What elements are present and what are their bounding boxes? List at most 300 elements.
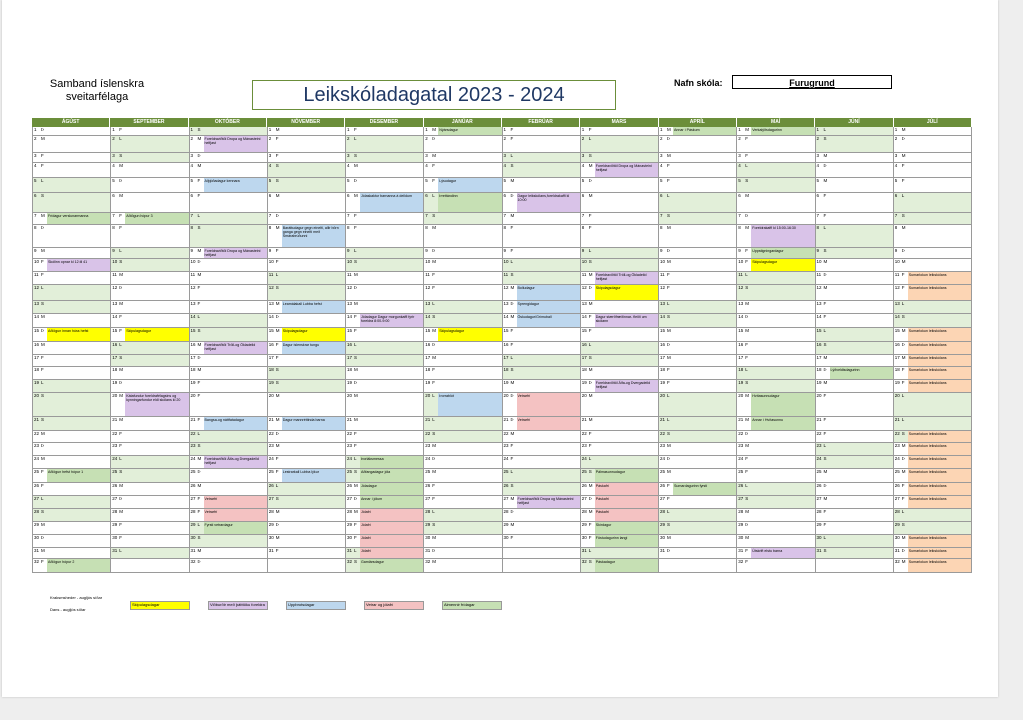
day-cell[interactable]: [737, 163, 815, 177]
day-cell[interactable]: [111, 431, 189, 442]
day-cell[interactable]: [503, 380, 581, 392]
day-cell[interactable]: [894, 328, 972, 341]
day-cell[interactable]: [503, 272, 581, 284]
day-cell[interactable]: [346, 272, 424, 284]
day-cell[interactable]: [816, 285, 894, 300]
day-cell[interactable]: [268, 342, 346, 354]
day-cell[interactable]: [659, 393, 737, 416]
day-cell[interactable]: [268, 314, 346, 327]
day-cell[interactable]: [816, 469, 894, 482]
day-cell[interactable]: [424, 342, 502, 354]
day-cell[interactable]: [503, 127, 581, 135]
day-cell[interactable]: [581, 456, 659, 468]
day-cell[interactable]: [737, 417, 815, 430]
day-cell[interactable]: [424, 483, 502, 495]
day-cell[interactable]: [581, 285, 659, 300]
day-cell[interactable]: [659, 285, 737, 300]
day-cell[interactable]: [190, 380, 268, 392]
day-cell[interactable]: [32, 367, 111, 379]
day-cell[interactable]: [346, 136, 424, 152]
day-cell[interactable]: [659, 163, 737, 177]
day-cell[interactable]: [190, 559, 268, 572]
day-cell[interactable]: [346, 285, 424, 300]
day-cell[interactable]: [816, 355, 894, 366]
day-cell[interactable]: [268, 248, 346, 258]
day-cell[interactable]: [32, 225, 111, 247]
day-cell[interactable]: [346, 559, 424, 572]
day-cell[interactable]: [190, 328, 268, 341]
day-cell[interactable]: [737, 178, 815, 192]
day-cell[interactable]: [659, 153, 737, 162]
day-cell[interactable]: [190, 367, 268, 379]
day-cell[interactable]: [268, 225, 346, 247]
day-cell[interactable]: [268, 456, 346, 468]
day-cell[interactable]: [111, 496, 189, 508]
day-cell[interactable]: [346, 367, 424, 379]
day-cell[interactable]: [816, 328, 894, 341]
day-cell[interactable]: [424, 248, 502, 258]
day-cell[interactable]: [503, 456, 581, 468]
day-cell[interactable]: [190, 193, 268, 212]
day-cell[interactable]: [737, 456, 815, 468]
day-cell[interactable]: [32, 163, 111, 177]
day-cell[interactable]: [190, 127, 268, 135]
day-cell[interactable]: [659, 417, 737, 430]
day-cell[interactable]: [816, 559, 894, 572]
day-cell[interactable]: [659, 127, 737, 135]
day-cell[interactable]: [111, 213, 189, 224]
day-cell[interactable]: [32, 496, 111, 508]
day-cell[interactable]: [816, 535, 894, 547]
day-cell[interactable]: [894, 314, 972, 327]
day-cell[interactable]: [190, 272, 268, 284]
day-cell[interactable]: [581, 367, 659, 379]
day-cell[interactable]: [581, 496, 659, 508]
day-cell[interactable]: [111, 380, 189, 392]
day-cell[interactable]: [111, 193, 189, 212]
day-cell[interactable]: [111, 301, 189, 313]
day-cell[interactable]: [190, 213, 268, 224]
day-cell[interactable]: [581, 259, 659, 271]
day-cell[interactable]: [346, 456, 424, 468]
day-cell[interactable]: [894, 301, 972, 313]
day-cell[interactable]: [32, 559, 111, 572]
day-cell[interactable]: [424, 136, 502, 152]
day-cell[interactable]: [894, 259, 972, 271]
day-cell[interactable]: [111, 178, 189, 192]
day-cell[interactable]: [424, 301, 502, 313]
day-cell[interactable]: [32, 272, 111, 284]
day-cell[interactable]: [346, 213, 424, 224]
day-cell[interactable]: [190, 443, 268, 455]
day-cell[interactable]: [190, 483, 268, 495]
day-cell[interactable]: [346, 301, 424, 313]
day-cell[interactable]: [424, 272, 502, 284]
day-cell[interactable]: [111, 469, 189, 482]
day-cell[interactable]: [581, 431, 659, 442]
day-cell[interactable]: [503, 163, 581, 177]
day-cell[interactable]: [503, 342, 581, 354]
day-cell[interactable]: [737, 314, 815, 327]
day-cell[interactable]: [894, 163, 972, 177]
day-cell[interactable]: [659, 548, 737, 558]
day-cell[interactable]: [424, 417, 502, 430]
day-cell[interactable]: [503, 285, 581, 300]
day-cell[interactable]: [268, 417, 346, 430]
day-cell[interactable]: [659, 314, 737, 327]
day-cell[interactable]: [659, 259, 737, 271]
day-cell[interactable]: [581, 535, 659, 547]
day-cell[interactable]: [268, 163, 346, 177]
day-cell[interactable]: [32, 328, 111, 341]
day-cell[interactable]: [190, 259, 268, 271]
day-cell[interactable]: [346, 193, 424, 212]
day-cell[interactable]: [816, 456, 894, 468]
day-cell[interactable]: [894, 213, 972, 224]
day-cell[interactable]: [737, 153, 815, 162]
day-cell[interactable]: [424, 153, 502, 162]
day-cell[interactable]: [737, 431, 815, 442]
day-cell[interactable]: [659, 535, 737, 547]
day-cell[interactable]: [111, 225, 189, 247]
day-cell[interactable]: [424, 559, 502, 572]
day-cell[interactable]: [424, 213, 502, 224]
day-cell[interactable]: [737, 272, 815, 284]
day-cell[interactable]: [737, 522, 815, 534]
day-cell[interactable]: [737, 127, 815, 135]
day-cell[interactable]: [581, 178, 659, 192]
day-cell[interactable]: [32, 285, 111, 300]
day-cell[interactable]: [268, 285, 346, 300]
day-cell[interactable]: [111, 535, 189, 547]
day-cell[interactable]: [581, 301, 659, 313]
day-cell[interactable]: [190, 393, 268, 416]
day-cell[interactable]: [424, 314, 502, 327]
day-cell[interactable]: [581, 509, 659, 521]
day-cell[interactable]: [659, 301, 737, 313]
day-cell[interactable]: [737, 328, 815, 341]
day-cell[interactable]: [581, 393, 659, 416]
day-cell[interactable]: [32, 127, 111, 135]
day-cell[interactable]: [346, 535, 424, 547]
day-cell[interactable]: [32, 193, 111, 212]
day-cell[interactable]: [424, 193, 502, 212]
day-cell[interactable]: [346, 509, 424, 521]
day-cell[interactable]: [32, 548, 111, 558]
day-cell[interactable]: [894, 522, 972, 534]
day-cell[interactable]: [268, 559, 346, 572]
day-cell[interactable]: [503, 548, 581, 558]
day-cell[interactable]: [346, 328, 424, 341]
day-cell[interactable]: [503, 193, 581, 212]
day-cell[interactable]: [190, 535, 268, 547]
day-cell[interactable]: [111, 522, 189, 534]
day-cell[interactable]: [816, 509, 894, 521]
day-cell[interactable]: [111, 509, 189, 521]
day-cell[interactable]: [346, 259, 424, 271]
day-cell[interactable]: [503, 213, 581, 224]
day-cell[interactable]: [190, 248, 268, 258]
day-cell[interactable]: [894, 248, 972, 258]
day-cell[interactable]: [659, 328, 737, 341]
day-cell[interactable]: [894, 535, 972, 547]
day-cell[interactable]: [346, 163, 424, 177]
day-cell[interactable]: [268, 127, 346, 135]
day-cell[interactable]: [737, 483, 815, 495]
day-cell[interactable]: [581, 355, 659, 366]
day-cell[interactable]: [190, 417, 268, 430]
day-cell[interactable]: [503, 301, 581, 313]
day-cell[interactable]: [894, 153, 972, 162]
day-cell[interactable]: [737, 136, 815, 152]
day-cell[interactable]: [737, 443, 815, 455]
day-cell[interactable]: [32, 469, 111, 482]
day-cell[interactable]: [32, 314, 111, 327]
day-cell[interactable]: [659, 248, 737, 258]
day-cell[interactable]: [503, 535, 581, 547]
day-cell[interactable]: [346, 393, 424, 416]
day-cell[interactable]: [424, 259, 502, 271]
day-cell[interactable]: [659, 355, 737, 366]
day-cell[interactable]: [737, 393, 815, 416]
day-cell[interactable]: [346, 355, 424, 366]
day-cell[interactable]: [581, 127, 659, 135]
day-cell[interactable]: [659, 367, 737, 379]
day-cell[interactable]: [581, 380, 659, 392]
day-cell[interactable]: [503, 393, 581, 416]
day-cell[interactable]: [346, 248, 424, 258]
day-cell[interactable]: [32, 178, 111, 192]
day-cell[interactable]: [581, 417, 659, 430]
day-cell[interactable]: [424, 443, 502, 455]
day-cell[interactable]: [894, 178, 972, 192]
day-cell[interactable]: [268, 443, 346, 455]
day-cell[interactable]: [659, 342, 737, 354]
day-cell[interactable]: [659, 496, 737, 508]
day-cell[interactable]: [816, 443, 894, 455]
day-cell[interactable]: [111, 443, 189, 455]
day-cell[interactable]: [581, 153, 659, 162]
day-cell[interactable]: [659, 509, 737, 521]
day-cell[interactable]: [503, 559, 581, 572]
day-cell[interactable]: [268, 548, 346, 558]
day-cell[interactable]: [111, 483, 189, 495]
day-cell[interactable]: [503, 153, 581, 162]
day-cell[interactable]: [894, 127, 972, 135]
day-cell[interactable]: [111, 136, 189, 152]
day-cell[interactable]: [190, 178, 268, 192]
day-cell[interactable]: [737, 535, 815, 547]
day-cell[interactable]: [32, 443, 111, 455]
day-cell[interactable]: [32, 213, 111, 224]
day-cell[interactable]: [32, 522, 111, 534]
day-cell[interactable]: [268, 367, 346, 379]
day-cell[interactable]: [111, 328, 189, 341]
day-cell[interactable]: [503, 314, 581, 327]
day-cell[interactable]: [424, 509, 502, 521]
day-cell[interactable]: [268, 153, 346, 162]
day-cell[interactable]: [111, 272, 189, 284]
day-cell[interactable]: [190, 342, 268, 354]
day-cell[interactable]: [894, 559, 972, 572]
day-cell[interactable]: [816, 522, 894, 534]
day-cell[interactable]: [737, 225, 815, 247]
day-cell[interactable]: [737, 496, 815, 508]
day-cell[interactable]: [32, 301, 111, 313]
day-cell[interactable]: [581, 469, 659, 482]
day-cell[interactable]: [32, 456, 111, 468]
day-cell[interactable]: [894, 272, 972, 284]
day-cell[interactable]: [659, 559, 737, 572]
day-cell[interactable]: [424, 456, 502, 468]
day-cell[interactable]: [111, 355, 189, 366]
day-cell[interactable]: [190, 301, 268, 313]
day-cell[interactable]: [32, 393, 111, 416]
day-cell[interactable]: [268, 272, 346, 284]
day-cell[interactable]: [816, 483, 894, 495]
day-cell[interactable]: [424, 522, 502, 534]
school-field[interactable]: [732, 75, 892, 89]
day-cell[interactable]: [424, 469, 502, 482]
day-cell[interactable]: [816, 417, 894, 430]
day-cell[interactable]: [659, 193, 737, 212]
day-cell[interactable]: [424, 355, 502, 366]
day-cell[interactable]: [424, 178, 502, 192]
day-cell[interactable]: [894, 443, 972, 455]
day-cell[interactable]: [503, 509, 581, 521]
day-cell[interactable]: [816, 548, 894, 558]
day-cell[interactable]: [111, 367, 189, 379]
day-cell[interactable]: [190, 509, 268, 521]
day-cell[interactable]: [111, 153, 189, 162]
day-cell[interactable]: [581, 483, 659, 495]
day-cell[interactable]: [737, 285, 815, 300]
day-cell[interactable]: [816, 153, 894, 162]
day-cell[interactable]: [894, 393, 972, 416]
day-cell[interactable]: [894, 548, 972, 558]
day-cell[interactable]: [268, 393, 346, 416]
day-cell[interactable]: [659, 443, 737, 455]
day-cell[interactable]: [32, 355, 111, 366]
day-cell[interactable]: [816, 431, 894, 442]
day-cell[interactable]: [346, 483, 424, 495]
day-cell[interactable]: [737, 301, 815, 313]
day-cell[interactable]: [268, 535, 346, 547]
day-cell[interactable]: [816, 393, 894, 416]
day-cell[interactable]: [346, 469, 424, 482]
day-cell[interactable]: [581, 213, 659, 224]
day-cell[interactable]: [268, 136, 346, 152]
day-cell[interactable]: [111, 559, 189, 572]
day-cell[interactable]: [581, 328, 659, 341]
day-cell[interactable]: [581, 272, 659, 284]
day-cell[interactable]: [581, 136, 659, 152]
day-cell[interactable]: [816, 380, 894, 392]
day-cell[interactable]: [424, 163, 502, 177]
day-cell[interactable]: [268, 193, 346, 212]
day-cell[interactable]: [268, 328, 346, 341]
day-cell[interactable]: [581, 248, 659, 258]
day-cell[interactable]: [894, 193, 972, 212]
day-cell[interactable]: [503, 355, 581, 366]
day-cell[interactable]: [503, 483, 581, 495]
day-cell[interactable]: [737, 469, 815, 482]
day-cell[interactable]: [816, 272, 894, 284]
day-cell[interactable]: [581, 193, 659, 212]
day-cell[interactable]: [190, 431, 268, 442]
day-cell[interactable]: [346, 153, 424, 162]
day-cell[interactable]: [503, 469, 581, 482]
day-cell[interactable]: [737, 367, 815, 379]
day-cell[interactable]: [111, 417, 189, 430]
day-cell[interactable]: [111, 314, 189, 327]
day-cell[interactable]: [32, 248, 111, 258]
day-cell[interactable]: [424, 127, 502, 135]
day-cell[interactable]: [894, 509, 972, 521]
day-cell[interactable]: [190, 496, 268, 508]
day-cell[interactable]: [346, 342, 424, 354]
day-cell[interactable]: [190, 163, 268, 177]
day-cell[interactable]: [268, 509, 346, 521]
day-cell[interactable]: [816, 367, 894, 379]
day-cell[interactable]: [659, 431, 737, 442]
day-cell[interactable]: [190, 314, 268, 327]
day-cell[interactable]: [503, 178, 581, 192]
day-cell[interactable]: [111, 259, 189, 271]
day-cell[interactable]: [816, 213, 894, 224]
day-cell[interactable]: [737, 342, 815, 354]
day-cell[interactable]: [346, 522, 424, 534]
day-cell[interactable]: [816, 248, 894, 258]
day-cell[interactable]: [737, 248, 815, 258]
day-cell[interactable]: [816, 301, 894, 313]
day-cell[interactable]: [32, 259, 111, 271]
day-cell[interactable]: [190, 153, 268, 162]
day-cell[interactable]: [659, 136, 737, 152]
day-cell[interactable]: [503, 259, 581, 271]
day-cell[interactable]: [894, 367, 972, 379]
day-cell[interactable]: [894, 380, 972, 392]
day-cell[interactable]: [581, 443, 659, 455]
day-cell[interactable]: [32, 153, 111, 162]
day-cell[interactable]: [816, 193, 894, 212]
day-cell[interactable]: [346, 496, 424, 508]
day-cell[interactable]: [346, 417, 424, 430]
day-cell[interactable]: [190, 355, 268, 366]
day-cell[interactable]: [424, 535, 502, 547]
day-cell[interactable]: [346, 314, 424, 327]
day-cell[interactable]: [894, 483, 972, 495]
day-cell[interactable]: [32, 380, 111, 392]
day-cell[interactable]: [503, 496, 581, 508]
day-cell[interactable]: [190, 469, 268, 482]
day-cell[interactable]: [424, 393, 502, 416]
day-cell[interactable]: [111, 127, 189, 135]
day-cell[interactable]: [190, 136, 268, 152]
day-cell[interactable]: [894, 496, 972, 508]
day-cell[interactable]: [190, 285, 268, 300]
day-cell[interactable]: [190, 548, 268, 558]
day-cell[interactable]: [346, 431, 424, 442]
day-cell[interactable]: [894, 456, 972, 468]
day-cell[interactable]: [346, 443, 424, 455]
day-cell[interactable]: [32, 417, 111, 430]
day-cell[interactable]: [346, 548, 424, 558]
day-cell[interactable]: [894, 285, 972, 300]
day-cell[interactable]: [32, 535, 111, 547]
day-cell[interactable]: [816, 136, 894, 152]
day-cell[interactable]: [894, 136, 972, 152]
